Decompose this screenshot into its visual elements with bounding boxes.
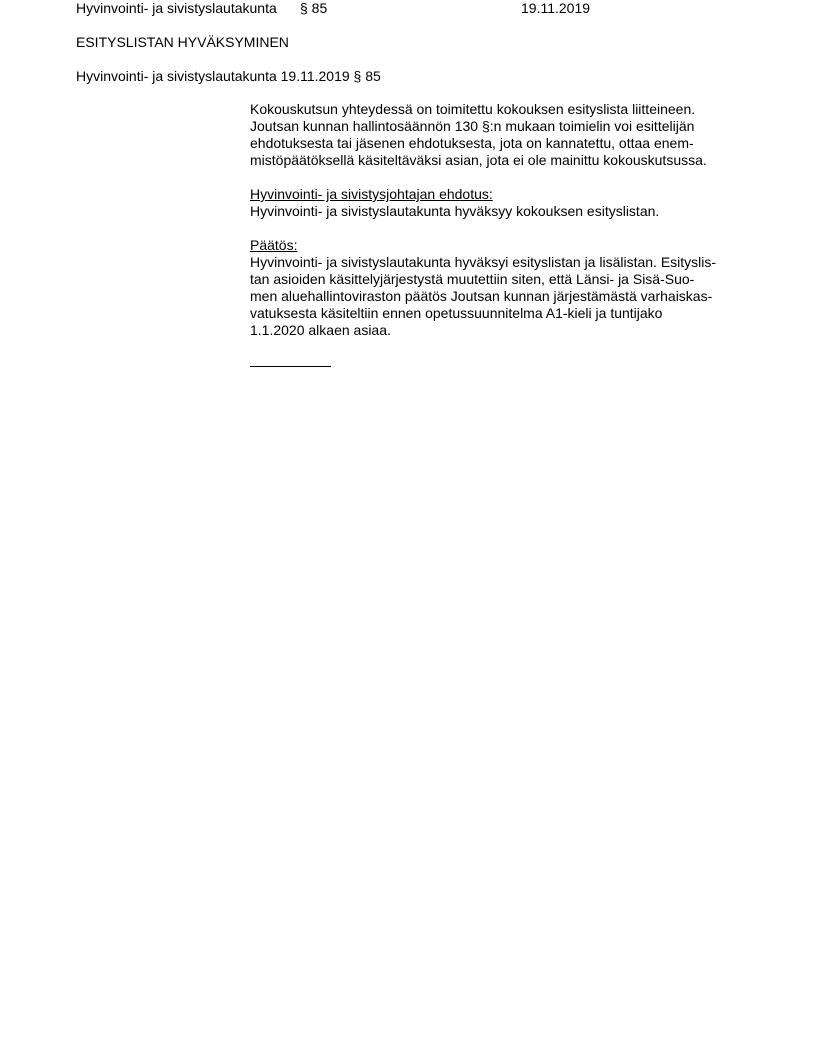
decision-line: vatuksesta käsiteltiin ennen opetussuunnitelma A1-kieli ja tuntijako bbox=[250, 305, 663, 321]
intro-line: ehdotuksesta tai jäsenen ehdotuksesta, jota on kannatettu, ottaa enem- bbox=[250, 135, 694, 151]
header-organization: Hyvinvointi- ja sivistyslautakunta bbox=[76, 0, 277, 16]
decision-heading: Päätös: bbox=[250, 237, 298, 253]
proposal-text: Hyvinvointi- ja sivistyslautakunta hyväksyy kokouksen esityslistan. bbox=[250, 203, 660, 219]
header-section-number: § 85 bbox=[300, 0, 328, 16]
proposal-heading: Hyvinvointi- ja sivistysjohtajan ehdotus: bbox=[250, 186, 493, 202]
intro-paragraph bbox=[250, 101, 750, 169]
intro-line: Joutsan kunnan hallintosäännön 130 §:n mukaan toimielin voi esittelijän bbox=[250, 118, 695, 134]
proposal-section bbox=[250, 186, 750, 220]
header-date: 19.11.2019 bbox=[521, 0, 591, 16]
intro-line: mistöpäätöksellä käsiteltäväksi asian, jota ei ole mainittu kokouskutsussa. bbox=[250, 152, 707, 168]
document-subtitle: Hyvinvointi- ja sivistyslautakunta 19.11.2019 § 85 bbox=[76, 68, 381, 84]
decision-line: 1.1.2020 alkaen asiaa. bbox=[250, 322, 391, 338]
decision-line: Hyvinvointi- ja sivistyslautakunta hyväksyi esityslistan ja lisälistan. Esityslis- bbox=[250, 254, 717, 270]
decision-section bbox=[250, 237, 750, 339]
intro-line: Kokouskutsun yhteydessä on toimitettu kokouksen esityslista liitteineen. bbox=[250, 101, 696, 117]
decision-line: men aluehallintoviraston päätös Joutsan kunnan järjestämästä varhaiskas- bbox=[250, 288, 713, 304]
document-body bbox=[250, 101, 750, 367]
decision-line: tan asioiden käsittelyjärjestystä muutettiin siten, että Länsi- ja Sisä-Suo- bbox=[250, 271, 695, 287]
document-title: ESITYSLISTAN HYVÄKSYMINEN bbox=[76, 34, 289, 50]
end-rule bbox=[250, 366, 331, 367]
